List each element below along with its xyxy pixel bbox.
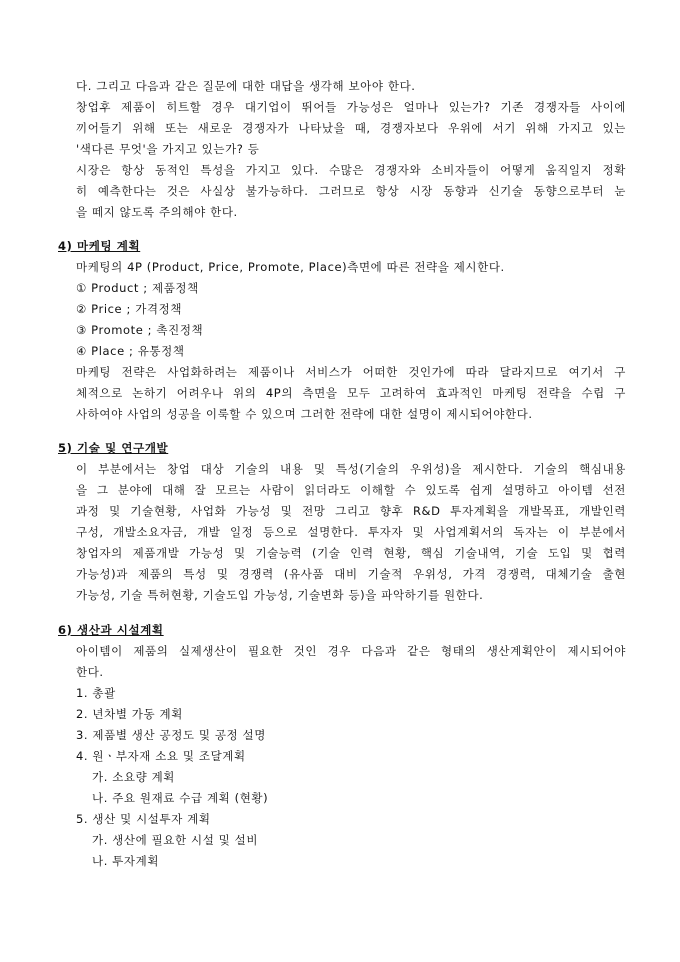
sub-list-item: 나. 투자계획 xyxy=(92,854,160,868)
text-line: 이 부분에서는 창업 대상 기술의 내용 및 특성(기술의 우위성)을 제시한다. 기술의 핵심내용 xyxy=(76,462,626,476)
list-item: 5. 생산 및 시설투자 계획 xyxy=(76,812,211,826)
list-item: 1. 총괄 xyxy=(76,686,116,700)
text-line: '색다른 무엇'을 가지고 있는가? 등 xyxy=(76,142,260,156)
text-line: 체적으로 논하기 어려우나 위의 4P의 측면을 모두 고려하여 효과적인 마케팅 전략을 수립 구 xyxy=(76,386,626,400)
list-item: 2. 년차별 가동 계획 xyxy=(76,707,183,721)
list-item: ③ Promote ; 촉진정책 xyxy=(76,323,204,337)
text-line: 마케팅의 4P (Product, Price, Promote, Place)측면에 따른 전략을 제시한다. xyxy=(76,260,505,274)
list-item: 3. 제품별 생산 공정도 및 공정 설명 xyxy=(76,728,266,742)
intro-section xyxy=(76,76,626,223)
text-line: 아이템이 제품의 실제생산이 필요한 것인 경우 다음과 같은 형태의 생산계획안이 제시되어야 xyxy=(76,644,626,658)
section-heading-production: 6) 생산과 시설계획 xyxy=(58,623,164,637)
list-item: ② Price ; 가격정책 xyxy=(76,302,183,316)
list-item: ④ Place ; 유통정책 xyxy=(76,344,185,358)
text-line: 시장은 항상 동적인 특성을 가지고 있다. 수많은 경쟁자와 소비자들이 어떻게 움직일지 정확 xyxy=(76,163,626,177)
section-heading-tech: 5) 기술 및 연구개발 xyxy=(58,441,169,455)
sub-list-item: 나. 주요 원재료 수급 계획 (현황) xyxy=(92,791,269,805)
text-line: 창업자의 제품개발 가능성 및 기술능력 (기술 인력 현황, 핵심 기술내역, 기술 도입 및 협력 xyxy=(76,546,626,560)
production-section xyxy=(76,641,626,872)
text-line: 을 그 분야에 대해 잘 모르는 사람이 읽더라도 이해할 수 있도록 쉽게 설명하고 아이템 선전 xyxy=(76,483,626,497)
text-line: 구성, 개발소요자금, 개발 일정 등으로 설명한다. 투자자 및 사업계획서의 독자는 이 부분에서 xyxy=(76,525,626,539)
list-item: ① Product ; 제품정책 xyxy=(76,281,199,295)
text-line: 가능성)과 제품의 특성 및 경쟁력 (유사품 대비 기술적 우위성, 가격 경쟁력, 대체기술 출현 xyxy=(76,567,626,581)
tech-section xyxy=(76,459,626,606)
text-line: 창업후 제품이 히트할 경우 대기업이 뛰어들 가능성은 얼마나 있는가? 기존 경쟁자들 사이에 xyxy=(76,100,626,114)
list-item: 4. 원ㆍ부자재 소요 및 조달계획 xyxy=(76,749,246,763)
marketing-section xyxy=(76,257,626,425)
text-line: 다. 그리고 다음과 같은 질문에 대한 대답을 생각해 보아야 한다. xyxy=(76,79,416,93)
text-line: 끼어들기 위해 또는 새로운 경쟁자가 나타났을 때, 경쟁자보다 우위에 서기 위해 가지고 있는 xyxy=(76,121,626,135)
text-line: 한다. xyxy=(76,665,104,679)
text-line: 과정 및 기술현황, 사업화 가능성 및 전망 그리고 향후 R&D 투자계획을 개발목표, 개발인력 xyxy=(76,504,626,518)
text-line: 히 예측한다는 것은 사실상 불가능하다. 그러므로 항상 시장 동향과 신기술 동향으로부터 눈 xyxy=(76,184,626,198)
section-heading-marketing: 4) 마케팅 계획 xyxy=(58,239,141,253)
sub-list-item: 가. 생산에 필요한 시설 및 설비 xyxy=(92,833,259,847)
sub-list-item: 가. 소요량 계획 xyxy=(92,770,176,784)
text-line: 마케팅 전략은 사업화하려는 제품이나 서비스가 어떠한 것인가에 따라 달라지므로 여기서 구 xyxy=(76,365,626,379)
text-line: 을 떼지 않도록 주의해야 한다. xyxy=(76,205,238,219)
text-line: 가능성, 기술 특허현황, 기술도입 가능성, 기술변화 등)을 파악하기를 원한다. xyxy=(76,588,484,602)
text-line: 사하여야 사업의 성공을 이룩할 수 있으며 그러한 전략에 대한 설명이 제시되어야한다. xyxy=(76,407,533,421)
